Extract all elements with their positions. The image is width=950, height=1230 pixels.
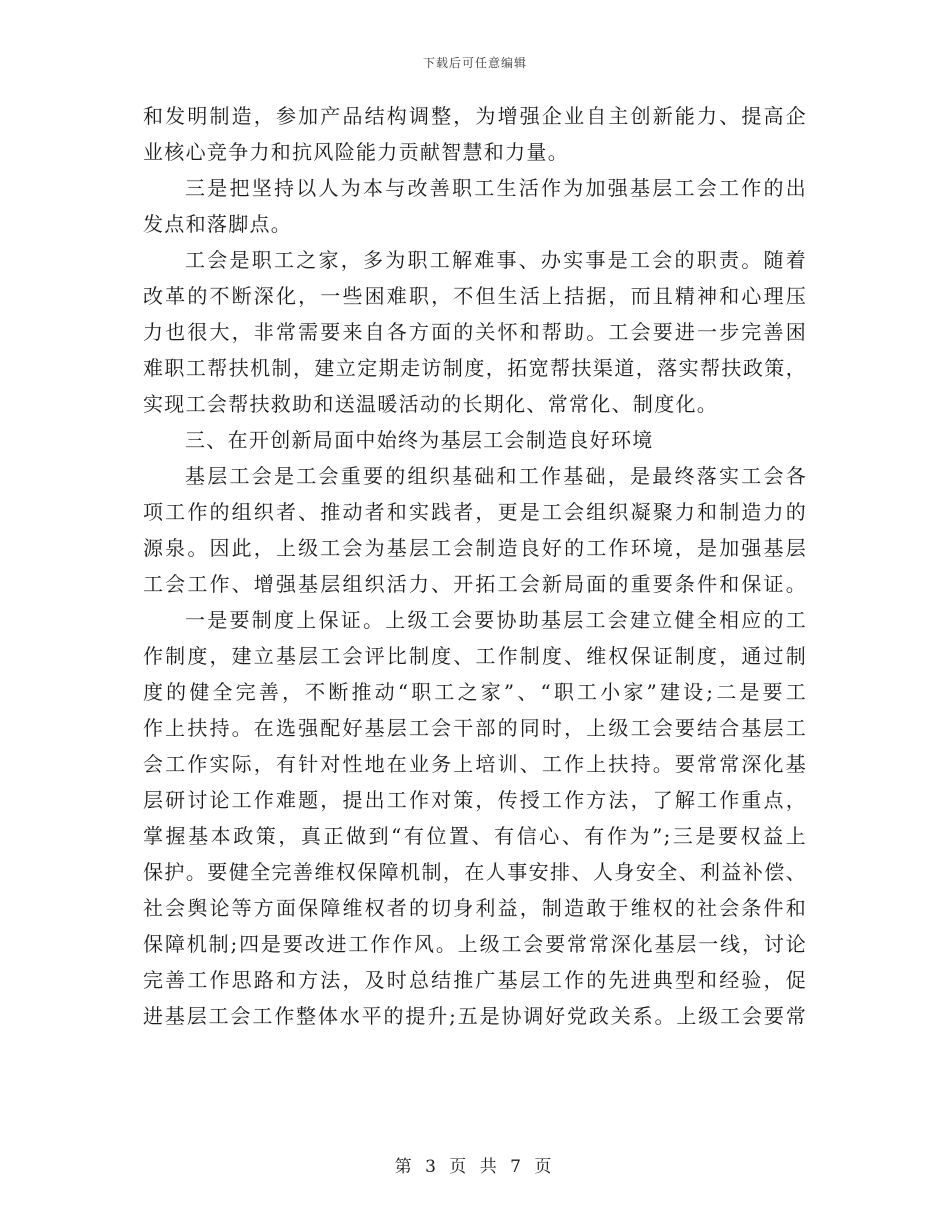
- text-line: 保障机制;四是要改进工作作风。上级工会要常常深化基层一线，讨论: [143, 932, 807, 956]
- footer-label-of: 页 共: [449, 1157, 501, 1177]
- page-footer: [0, 1152, 950, 1177]
- text-line: 改革的不断深化，一些困难职，不但生活上拮据，而且精神和心理压: [143, 284, 807, 308]
- text-line: 项工作的组织者、推动者和实践者，更是工会组织凝聚力和制造力的: [143, 500, 807, 524]
- text-line: 作制度，建立基层工会评比制度、工作制度、维权保证制度，通过制: [143, 644, 807, 668]
- text-line: 会工作实际，有针对性地在业务上培训、工作上扶持。要常常深化基: [143, 752, 807, 776]
- text-line: 掌握基本政策，真正做到“有位置、有信心、有作为”;三是要权益上: [143, 824, 807, 848]
- text-line: 实现工会帮扶救助和送温暖活动的长期化、常常化、制度化。: [143, 392, 719, 416]
- text-line: 保护。要健全完善维权保障机制，在人事安排、人身安全、利益补偿、: [143, 860, 807, 884]
- text-line: 完善工作思路和方法，及时总结推广基层工作的先进典型和经验，促: [143, 968, 807, 992]
- footer-label-page: 第: [394, 1157, 416, 1177]
- text-line: 难职工帮扶机制，建立定期走访制度，拓宽帮扶渠道，落实帮扶政策，: [143, 356, 807, 380]
- text-line: 层研讨论工作难题，提出工作对策，传授工作方法，了解工作重点，: [143, 788, 807, 812]
- footer-label-end: 页: [534, 1157, 556, 1177]
- text-line: 三是把坚持以人为本与改善职工生活作为加强基层工会工作的出: [185, 176, 807, 200]
- text-line: 和发明制造，参加产品结构调整，为增强企业自主创新能力、提高企: [143, 104, 807, 128]
- text-line: 工会工作、增强基层组织活力、开拓工会新局面的重要条件和保证。: [143, 572, 807, 596]
- text-line: 一是要制度上保证。上级工会要协助基层工会建立健全相应的工: [185, 608, 807, 632]
- text-line: 作上扶持。在选强配好基层工会干部的同时，上级工会要结合基层工: [143, 716, 807, 740]
- page-header: 下载后可任意编辑: [422, 56, 527, 70]
- text-line: 度的健全完善，不断推动“职工之家”、“职工小家”建设;二是要工: [143, 680, 807, 704]
- text-line: 发点和落脚点。: [143, 212, 293, 236]
- text-line: 社会舆论等方面保障维权者的切身利益，制造敢于维权的社会条件和: [143, 896, 807, 920]
- document-body: [143, 98, 807, 1034]
- total-pages-number: 7: [510, 1157, 525, 1177]
- text-line: 源泉。因此，上级工会为基层工会制造良好的工作环境，是加强基层: [143, 536, 807, 560]
- text-line: 业核心竞争力和抗风险能力贡献智慧和力量。: [143, 140, 569, 164]
- text-line: 基层工会是工会重要的组织基础和工作基础，是最终落实工会各: [185, 464, 807, 488]
- text-line: 工会是职工之家，多为职工解难事、办实事是工会的职责。随着: [185, 248, 807, 272]
- current-page-number: 3: [425, 1157, 440, 1177]
- text-line: 力也很大，非常需要来自各方面的关怀和帮助。工会要进一步完善困: [143, 320, 807, 344]
- section-heading: 三、在开创新局面中始终为基层工会制造良好环境: [185, 428, 654, 452]
- text-line: 进基层工会工作整体水平的提升;五是协调好党政关系。上级工会要常: [143, 1004, 807, 1028]
